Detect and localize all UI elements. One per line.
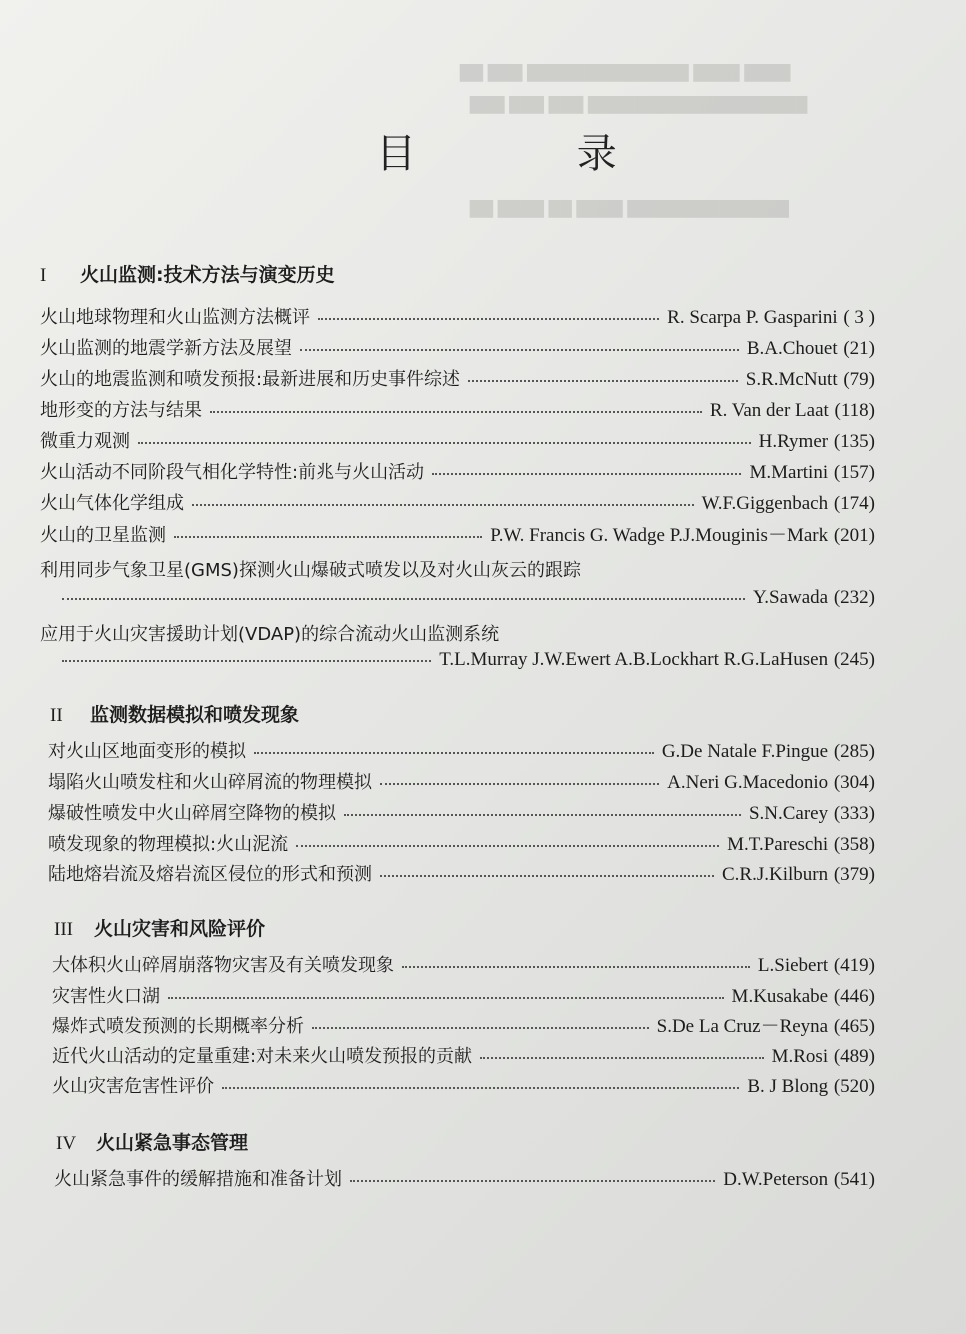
entry-title: 对火山区地面变形的模拟 xyxy=(48,741,246,762)
entry-title: 火山地球物理和火山监测方法概评 xyxy=(40,307,310,328)
entry-title: 火山活动不同阶段气相化学特性:前兆与火山活动 xyxy=(40,462,425,483)
entry-title: 灾害性火口湖 xyxy=(52,986,160,1007)
section-title: 火山紧急事态管理 xyxy=(96,1132,249,1154)
leader-dots xyxy=(62,597,745,600)
entry-authors: S.De La Cruz－Reyna xyxy=(656,1016,829,1037)
entry-title: 爆破性喷发中火山碎屑空降物的模拟 xyxy=(48,803,336,824)
leader-dots xyxy=(350,1179,715,1182)
entry-title: 塌陷火山喷发柱和火山碎屑流的物理模拟 xyxy=(48,772,372,793)
leader-dots xyxy=(174,535,482,538)
entry-page: (446) xyxy=(833,986,875,1007)
entry-title: 近代火山活动的定量重建:对未来火山喷发预报的贡献 xyxy=(52,1046,473,1067)
entry-title: 火山紧急事件的缓解措施和准备计划 xyxy=(54,1169,342,1190)
entry-authors: B.A.Chouet xyxy=(746,338,838,359)
entry-authors: M.Martini xyxy=(749,462,829,483)
entry-title: 地形变的方法与结果 xyxy=(40,400,202,421)
entry-page: (541) xyxy=(833,1169,875,1190)
section-number: I xyxy=(40,265,47,286)
toc-entry xyxy=(52,983,875,1011)
toc-entry xyxy=(48,861,875,889)
entry-title: 利用同步气象卫星(GMS)探测火山爆破式喷发以及对火山灰云的跟踪 xyxy=(40,560,581,581)
entry-title: 大体积火山碎屑崩落物灾害及有关喷发现象 xyxy=(52,955,394,976)
entry-page: (135) xyxy=(833,431,875,452)
leader-dots xyxy=(168,996,724,999)
leader-dots xyxy=(222,1086,739,1089)
entry-title: 火山气体化学组成 xyxy=(40,493,184,514)
leader-dots xyxy=(296,844,719,847)
leader-dots xyxy=(254,751,654,754)
entry-authors: H.Rymer xyxy=(758,431,829,452)
entry-page: (157) xyxy=(833,462,875,483)
leader-dots xyxy=(344,813,741,816)
entry-page: (232) xyxy=(833,587,875,608)
entry-authors: G.De Natale F.Pingue xyxy=(661,741,829,762)
leader-dots xyxy=(192,503,694,506)
leader-dots xyxy=(468,379,738,382)
entry-authors: S.R.McNutt xyxy=(745,369,838,390)
toc-entry xyxy=(48,769,875,797)
entry-page: (285) xyxy=(833,741,875,762)
leader-dots xyxy=(312,1026,649,1029)
entry-page: (304) xyxy=(833,772,875,793)
entry-title: 火山的卫星监测 xyxy=(40,525,166,546)
entry-title: 应用于火山灾害援助计划(VDAP)的综合流动火山监测系统 xyxy=(40,624,500,645)
section-number: II xyxy=(50,705,63,726)
entry-page: (379) xyxy=(833,864,875,885)
section-title: 监测数据模拟和喷发现象 xyxy=(90,704,300,726)
toc-entry xyxy=(62,646,875,674)
toc-entry xyxy=(48,831,875,859)
section-heading xyxy=(50,700,299,727)
entry-title: 火山灾害危害性评价 xyxy=(52,1076,214,1097)
show-through-lines: ██████████████ ████ ██ ████ ██ xyxy=(470,200,789,218)
leader-dots xyxy=(210,410,702,413)
toc-entry xyxy=(62,584,875,612)
entry-page: (174) xyxy=(833,493,875,514)
toc-entry xyxy=(54,1166,875,1194)
entry-page: (358) xyxy=(833,834,875,855)
entry-authors: A.Neri G.Macedonio xyxy=(667,772,829,793)
entry-authors: D.W.Peterson xyxy=(723,1169,829,1190)
leader-dots xyxy=(432,472,741,475)
leader-dots xyxy=(318,317,659,320)
leader-dots xyxy=(300,348,739,351)
entry-title: 喷发现象的物理模拟:火山泥流 xyxy=(48,834,289,855)
entry-authors: L.Siebert xyxy=(757,955,829,976)
section-heading xyxy=(54,914,265,941)
entry-title: 火山的地震监测和喷发预报:最新进展和历史事件综述 xyxy=(40,369,461,390)
leader-dots xyxy=(380,782,659,785)
entry-authors: Y.Sawada xyxy=(753,587,829,608)
toc-entry xyxy=(52,952,875,980)
entry-page: (520) xyxy=(833,1076,875,1097)
entry-authors: T.L.Murray J.W.Ewert A.B.Lockhart R.G.LaHusen xyxy=(439,649,829,670)
toc-entry xyxy=(52,1043,875,1071)
entry-page: (419) xyxy=(833,955,875,976)
toc-entry xyxy=(48,800,875,828)
toc-entry xyxy=(40,522,875,550)
section-title: 火山监测:技术方法与演变历史 xyxy=(80,264,335,286)
section-heading xyxy=(40,260,335,287)
entry-authors: M.T.Pareschi xyxy=(727,834,829,855)
leader-dots xyxy=(480,1056,764,1059)
entry-authors: S.N.Carey xyxy=(748,803,829,824)
entry-authors: M.Rosi xyxy=(771,1046,829,1067)
toc-entry xyxy=(40,490,875,518)
show-through-lines: ████ ████ ██████████████ ███ ██ xyxy=(460,64,791,82)
toc-entry xyxy=(40,304,875,332)
entry-page: (333) xyxy=(833,803,875,824)
entry-authors: B. J Blong xyxy=(747,1076,829,1097)
entry-authors: R. Van der Laat xyxy=(709,400,829,421)
toc-entry xyxy=(40,366,875,394)
toc-entry xyxy=(52,1073,875,1101)
leader-dots xyxy=(62,659,431,662)
entry-page: (201) xyxy=(833,525,875,546)
toc-entry xyxy=(40,335,875,363)
toc-entry xyxy=(40,459,875,487)
entry-page: (245) xyxy=(833,649,875,670)
section-title: 火山灾害和风险评价 xyxy=(94,918,266,940)
leader-dots xyxy=(138,441,751,444)
toc-entry xyxy=(48,738,875,766)
section-number: IV xyxy=(56,1133,77,1154)
entry-page: (21) xyxy=(843,338,875,359)
entry-page: (489) xyxy=(833,1046,875,1067)
entry-title: 爆炸式喷发预测的长期概率分析 xyxy=(52,1016,304,1037)
toc-entry xyxy=(40,428,875,456)
entry-authors: R. Scarpa P. Gasparini xyxy=(667,307,838,328)
entry-page: (118) xyxy=(834,400,875,421)
entry-title: 火山监测的地震学新方法及展望 xyxy=(40,338,292,359)
page-title: 目 录 xyxy=(376,131,691,177)
show-through-lines: ███████████████████ ███ ███ ███ xyxy=(470,96,808,114)
entry-authors: P.W. Francis G. Wadge P.J.Mouginis－Mark xyxy=(490,525,829,546)
toc-entry xyxy=(40,397,875,425)
section-heading xyxy=(56,1128,248,1155)
leader-dots xyxy=(380,874,714,877)
entry-page: ( 3 ) xyxy=(843,307,875,328)
toc-entry xyxy=(52,1013,875,1041)
section-number: III xyxy=(54,919,73,940)
entry-authors: M.Kusakabe xyxy=(731,986,829,1007)
leader-dots xyxy=(402,965,750,968)
entry-page: (79) xyxy=(843,369,875,390)
entry-title: 微重力观测 xyxy=(40,431,130,452)
entry-authors: W.F.Giggenbach xyxy=(701,493,829,514)
entry-authors: C.R.J.Kilburn xyxy=(722,864,829,885)
entry-title: 陆地熔岩流及熔岩流区侵位的形式和预测 xyxy=(48,864,372,885)
entry-page: (465) xyxy=(833,1016,875,1037)
